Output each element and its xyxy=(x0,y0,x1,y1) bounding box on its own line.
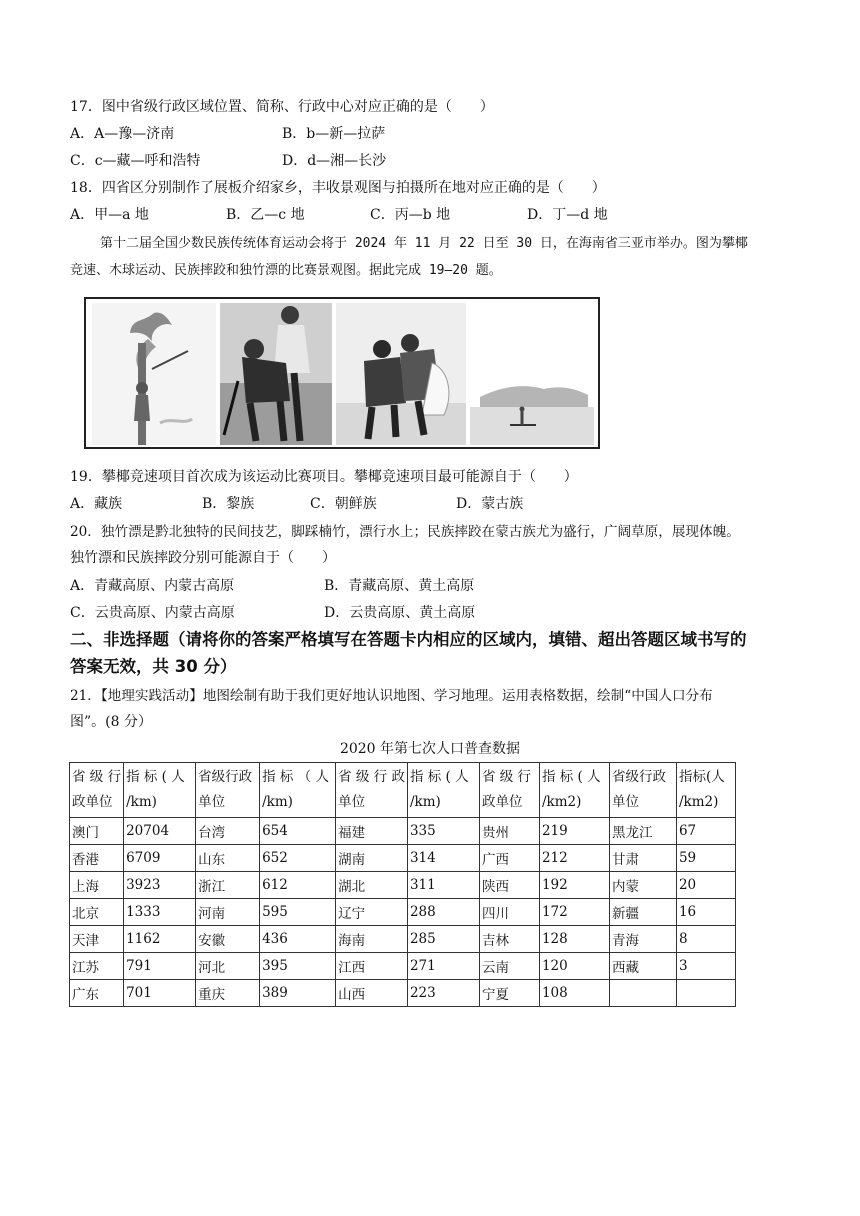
q19-option-c: C．朝鲜族 xyxy=(310,496,377,512)
province-cell: 四川 xyxy=(479,899,539,926)
table-header-cell xyxy=(260,763,336,818)
density-cell: 654 xyxy=(260,818,336,845)
province-cell: 江西 xyxy=(336,953,408,980)
table-header-row xyxy=(70,763,736,818)
density-cell: 701 xyxy=(124,980,196,1007)
density-cell: 192 xyxy=(539,872,609,899)
density-cell: 612 xyxy=(260,872,336,899)
table-row xyxy=(70,980,736,1007)
province-cell: 新疆 xyxy=(609,899,676,926)
province-cell: 江苏 xyxy=(70,953,124,980)
header-text: /km) xyxy=(409,794,441,810)
table-header-cell xyxy=(124,763,196,818)
header-text: 省 级 行 xyxy=(72,769,122,785)
density-cell: 108 xyxy=(539,980,609,1007)
q19-option-a: A．藏族 xyxy=(70,496,123,512)
density-cell: 219 xyxy=(539,818,609,845)
density-cell: 395 xyxy=(260,953,336,980)
province-cell: 海南 xyxy=(336,926,408,953)
q18-option-c: C．丙—b 地 xyxy=(370,207,451,223)
province-cell: 西藏 xyxy=(609,953,676,980)
table-header-cell xyxy=(479,763,539,818)
header-text: /km2) xyxy=(541,794,582,810)
header-text: 单位 xyxy=(198,794,226,810)
header-text: 指 标 ( 人 xyxy=(541,769,601,785)
density-cell: 1162 xyxy=(124,926,196,953)
density-cell: 335 xyxy=(407,818,479,845)
q19-option-b: B．黎族 xyxy=(202,496,255,512)
header-text: 指标(人 xyxy=(678,769,725,785)
density-cell: 271 xyxy=(407,953,479,980)
table-header-cell xyxy=(407,763,479,818)
table-header-cell xyxy=(196,763,260,818)
province-cell: 甘肃 xyxy=(609,845,676,872)
header-text: 指 标 （ 人 xyxy=(262,769,329,785)
density-cell: 3923 xyxy=(124,872,196,899)
q20-option-b: B．青藏高原、黄土高原 xyxy=(324,578,475,594)
header-text: /km) xyxy=(262,794,293,810)
table-caption: 2020 年第七次人口普查数据 xyxy=(339,741,521,757)
province-cell: 上海 xyxy=(70,872,124,899)
q18-stem: 18．四省区分别制作了展板介绍家乡，丰收景观图与拍摄所在地对应正确的是（ ） xyxy=(70,180,606,196)
density-cell: 20 xyxy=(676,872,735,899)
table-header-cell xyxy=(336,763,408,818)
census-table xyxy=(69,762,736,1007)
q20-stem-line-2: 独竹漂和民族摔跤分别可能源自于（ ） xyxy=(70,550,336,566)
header-text: 省级行政 xyxy=(611,769,666,785)
density-cell xyxy=(676,980,735,1007)
density-cell: 652 xyxy=(260,845,336,872)
province-cell: 山西 xyxy=(336,980,408,1007)
province-cell: 河南 xyxy=(196,899,260,926)
density-cell: 59 xyxy=(676,845,735,872)
q17-stem: 17．图中省级行政区域位置、简称、行政中心对应正确的是（ ） xyxy=(70,99,494,115)
table-row xyxy=(70,845,736,872)
density-cell: 120 xyxy=(539,953,609,980)
density-cell: 20704 xyxy=(124,818,196,845)
header-text: 政单位 xyxy=(72,794,113,810)
province-cell: 香港 xyxy=(70,845,124,872)
province-cell: 台湾 xyxy=(196,818,260,845)
header-text: 省级行政 xyxy=(198,769,253,785)
province-cell: 黑龙江 xyxy=(609,818,676,845)
header-text: 单位 xyxy=(338,794,366,810)
density-cell: 3 xyxy=(676,953,735,980)
province-cell: 吉林 xyxy=(479,926,539,953)
province-cell: 内蒙 xyxy=(609,872,676,899)
province-cell: 山东 xyxy=(196,845,260,872)
density-cell: 6709 xyxy=(124,845,196,872)
province-cell: 辽宁 xyxy=(336,899,408,926)
q19-stem: 19．攀椰竞速项目首次成为该运动比赛项目。攀椰竞速项目最可能源自于（ ） xyxy=(70,469,578,485)
q19-option-d: D．蒙古族 xyxy=(456,496,524,512)
section-2-heading-line-1: 二、非选择题（请将你的答案严格填写在答题卡内相应的区域内，填错、超出答题区域书写的 xyxy=(70,630,747,649)
header-text: 省 级 行 政 xyxy=(338,769,405,785)
q17-option-d: D．d—湘—长沙 xyxy=(282,153,387,169)
q17-option-b: B．b—新—拉萨 xyxy=(282,126,386,142)
province-cell: 福建 xyxy=(336,818,408,845)
header-text: 省 级 行 xyxy=(481,769,532,785)
province-cell: 浙江 xyxy=(196,872,260,899)
q21-line-2: 图”。(8 分） xyxy=(70,714,152,730)
q17-option-a: A．A—豫—济南 xyxy=(70,126,175,142)
density-cell: 288 xyxy=(407,899,479,926)
density-cell: 311 xyxy=(407,872,479,899)
province-cell xyxy=(609,980,676,1007)
wood-ball-photo xyxy=(220,303,332,445)
wrestling-photo xyxy=(336,303,466,445)
sports-photo-strip xyxy=(84,297,600,449)
province-cell: 广西 xyxy=(479,845,539,872)
province-cell: 宁夏 xyxy=(479,980,539,1007)
province-cell: 河北 xyxy=(196,953,260,980)
province-cell: 陕西 xyxy=(479,872,539,899)
table-header-cell xyxy=(70,763,124,818)
density-cell: 791 xyxy=(124,953,196,980)
table-header-cell xyxy=(539,763,609,818)
header-text: 指 标 ( 人 xyxy=(409,769,469,785)
passage-line-2: 竞速、木球运动、民族摔跤和独竹漂的比赛景观图。据此完成 19—20 题。 xyxy=(70,263,502,278)
province-cell: 贵州 xyxy=(479,818,539,845)
section-2-heading-line-2: 答案无效，共 30 分） xyxy=(70,657,237,676)
density-cell: 67 xyxy=(676,818,735,845)
province-cell: 湖北 xyxy=(336,872,408,899)
density-cell: 16 xyxy=(676,899,735,926)
density-cell: 223 xyxy=(407,980,479,1007)
province-cell: 天津 xyxy=(70,926,124,953)
province-cell: 澳门 xyxy=(70,818,124,845)
table-row xyxy=(70,953,736,980)
table-row xyxy=(70,926,736,953)
q20-option-d: D．云贵高原、黄土高原 xyxy=(324,605,476,621)
province-cell: 云南 xyxy=(479,953,539,980)
province-cell: 湖南 xyxy=(336,845,408,872)
q17-option-c: C．c—藏—呼和浩特 xyxy=(70,153,201,169)
density-cell: 436 xyxy=(260,926,336,953)
province-cell: 青海 xyxy=(609,926,676,953)
density-cell: 285 xyxy=(407,926,479,953)
density-cell: 8 xyxy=(676,926,735,953)
q21-line-1: 21．【地理实践活动】地图绘制有助于我们更好地认识地图、学习地理。运用表格数据，绘制“中国人口分布 xyxy=(70,688,713,704)
table-row xyxy=(70,899,736,926)
q20-option-c: C．云贵高原、内蒙古高原 xyxy=(70,605,235,621)
density-cell: 389 xyxy=(260,980,336,1007)
density-cell: 128 xyxy=(539,926,609,953)
header-text: 指 标 ( 人 xyxy=(126,769,185,785)
q20-option-a: A．青藏高原、内蒙古高原 xyxy=(70,578,235,594)
table-header-cell xyxy=(609,763,676,818)
table-row xyxy=(70,818,736,845)
table-header-cell xyxy=(676,763,735,818)
header-text: /km2) xyxy=(678,794,719,810)
header-text: /km) xyxy=(126,794,157,810)
q20-stem-line-1: 20．独竹漂是黔北独特的民间技艺，脚踩楠竹，漂行水上；民族摔跤在蒙古族尤为盛行，广阔草原，展现体魄。 xyxy=(70,524,740,540)
header-text: 政单位 xyxy=(481,794,523,810)
density-cell: 314 xyxy=(407,845,479,872)
single-bamboo-rafting-photo xyxy=(470,303,594,445)
province-cell: 北京 xyxy=(70,899,124,926)
province-cell: 安徽 xyxy=(196,926,260,953)
density-cell: 595 xyxy=(260,899,336,926)
passage-line-1: 第十二届全国少数民族传统体育运动会将于 2024 年 11 月 22 日至 30 日，在海南省三亚市举办。图为攀椰 xyxy=(100,236,748,251)
header-text: 单位 xyxy=(611,794,639,810)
province-cell: 重庆 xyxy=(196,980,260,1007)
province-cell: 广东 xyxy=(70,980,124,1007)
density-cell: 172 xyxy=(539,899,609,926)
density-cell: 212 xyxy=(539,845,609,872)
q18-option-b: B．乙—c 地 xyxy=(226,207,305,223)
q18-option-a: A．甲—a 地 xyxy=(70,207,149,223)
coconut-climbing-photo xyxy=(92,303,216,445)
table-row xyxy=(70,872,736,899)
q18-option-d: D．丁—d 地 xyxy=(527,207,608,223)
density-cell: 1333 xyxy=(124,899,196,926)
